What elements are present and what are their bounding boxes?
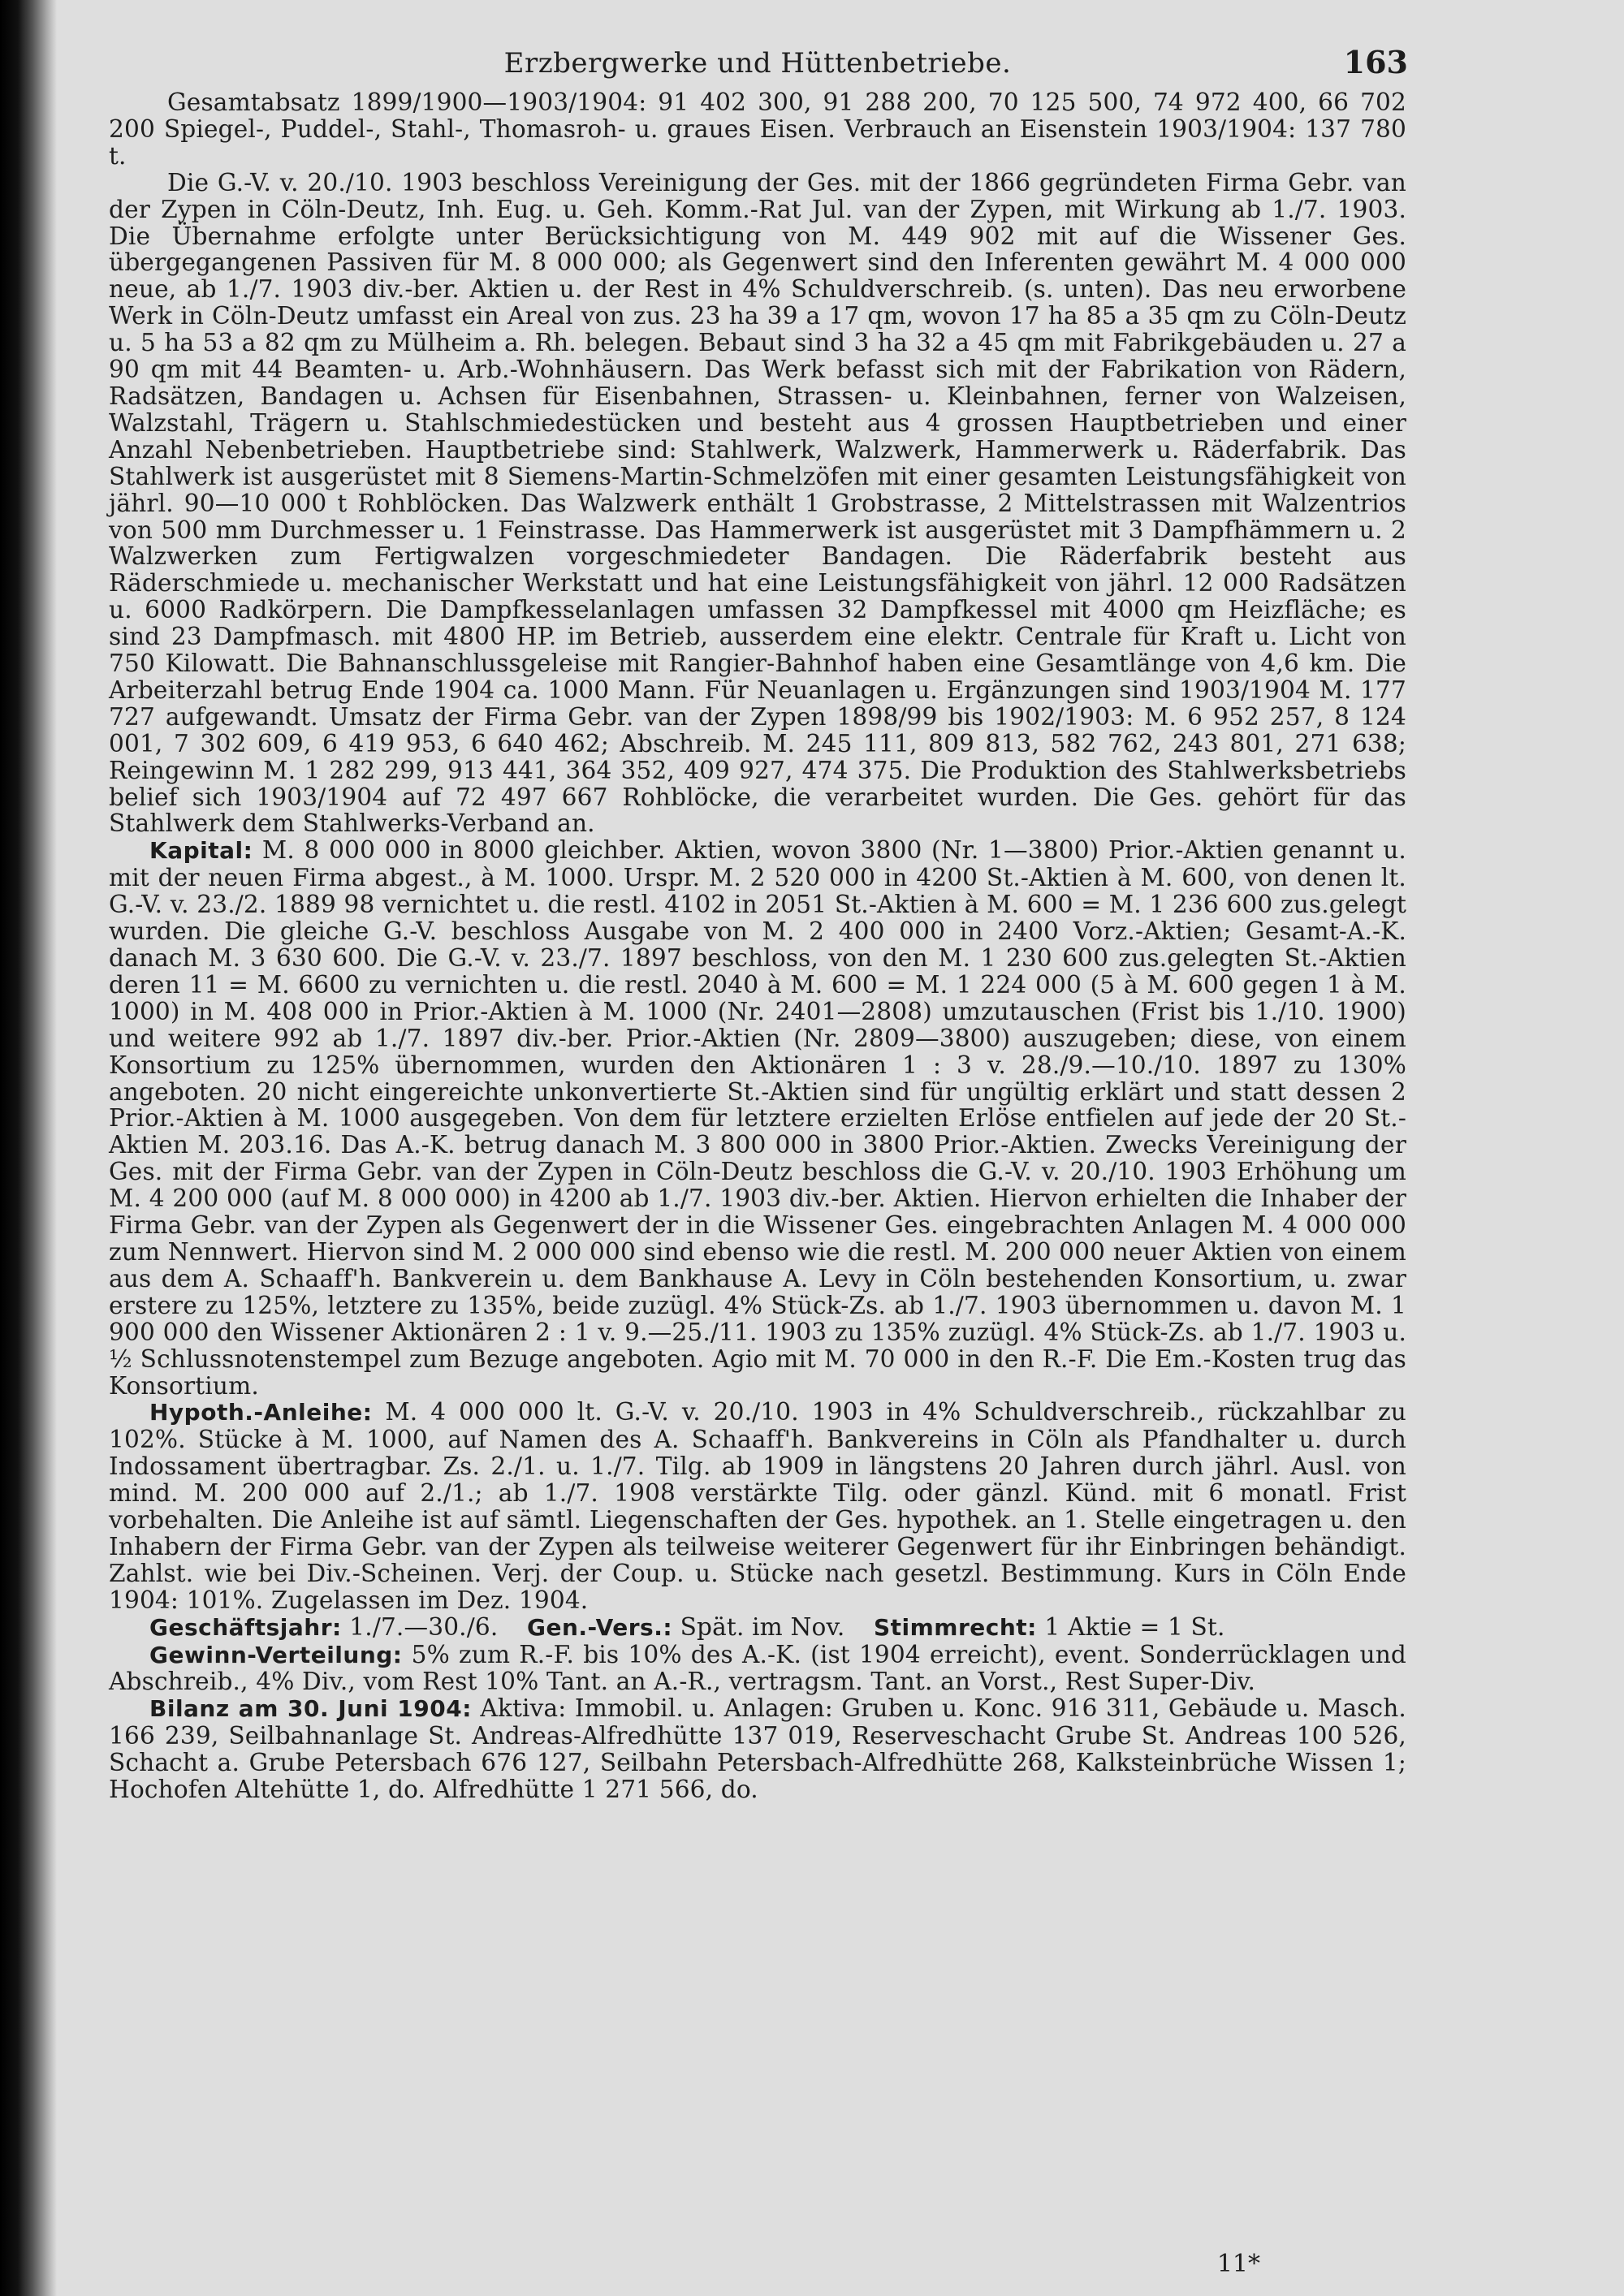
section-text: M. 8 000 000 in 8000 gleichber. Aktien, wovon 3800 (Nr. 1—3800) Prior.-Aktien genannt u. mit der neuen Firma abgest., à M. 1000. Urspr. M. 2 520 000 in 4200 St.-Aktien à M. 600, von denen lt. G.-V. v. 23./2. 1889 98 vernichtet u. die restl. 4102 in 2051 St.-Aktien à M. 600 = M. 1 236 600 zus.gelegt wurden. Die gleiche G.-V. beschloss Ausgabe von M. 2 400 000 in 2400 Vorz.-Aktien; Gesamt-A.-K. danach M. 3 630 600. Die G.-V. v. 23./7. 1897 beschloss, von den M. 1 230 600 zus.gelegten St.-Aktien deren 11 = M. 6600 zu vernichten u. die restl. 2040 à M. 600 = M. 1 224 000 (5 à M. 600 gegen 1 à M. 1000) in M. 408 000 in Prior.-Aktien à M. 1000 (Nr. 2401—2808) umzutauschen (Frist bis 1./10. 1900) und weitere 992 ab 1./7. 1897 div.-ber. Prior.-Aktien (Nr. 2809—3800) auszugeben; diese, von einem Konsortium zu 125% übernommen, wurden den Aktionären 1 : 3 v. 28./9.—10./10. 1897 zu 130% angeboten. 20 nicht eingereichte unkonvertierte St.-Aktien sind für ungültig erklärt und statt dessen 2 Prior.-Aktien à M. 1000 ausgegeben. Von dem für letztere erzielten Erlöse entfielen auf jede der 20 St.-Aktien M. 203.16. Das A.-K. betrug danach M. 3 800 000 in 3800 Prior.-Aktien. Zwecks Vereinigung der Ges. mit der Firma Gebr. van der Zypen in Cöln-Deutz beschloss die G.-V. v. 20./10. 1903 Erhöhung um M. 4 200 000 (auf M. 8 000 000) in 4200 ab 1./7. 1903 div.-ber. Aktien. Hiervon erhielten die Inhaber der Firma Gebr. van der Zypen als Gegenwert der in die Wissener Ges. eingebrachten Anlagen M. 4 000 000 zum Nennwert. Hiervon sind M. 2 000 000 sind ebenso wie die restl. M. 200 000 neuer Aktien von einem aus dem A. Schaaff'h. Bankverein u. dem Bankhause A. Levy in Cöln bestehenden Konsortium, u. zwar erstere zu 125%, letztere zu 135%, beide zuzügl. 4% Stück-Zs. ab 1./7. 1903 übernommen u. davon M. 1 900 000 den Wissener Aktionären 2 : 1 v. 9.—25./11. 1903 zu 135% zuzügl. 4% Stück-Zs. ab 1./7. 1903 u. ½ Schlussnotenstempel zum Bezuge angeboten. Agio mit M. 70 000 in den R.-F. Die Em.-Kosten trug das Konsortium. bbox=[109, 836, 1406, 1400]
geschaeftsjahr-label: Geschäftsjahr: bbox=[149, 1613, 342, 1641]
paragraph-text: Die G.-V. v. 20./10. 1903 beschloss Vereinigung der Ges. mit der 1866 gegründeten Firma Gebr. van der Zypen in Cöln-Deutz, Inh. Eug. u. Geh. Komm.-Rat Jul. van der Zypen, mit Wirkung ab 1./7. 1903. Die Übernahme erfolgte unter Berücksichtigung von M. 449 902 mit auf die Wissener Ges. übergegangenen Passiven für M. 8 000 000; als Gegenwert sind den Inferenten gewährt M. 4 000 000 neue, ab 1./7. 1903 div.-ber. Aktien u. der Rest in 4% Schuldverschreib. (s. unten). Das neu erworbene Werk in Cöln-Deutz umfasst ein Areal von zus. 23 ha 39 a 17 qm, wovon 17 ha 85 a 35 qm zu Cöln-Deutz u. 5 ha 53 a 82 qm zu Mülheim a. Rh. belegen. Bebaut sind 3 ha 32 a 45 qm mit Fabrikgebäuden u. 27 a 90 qm mit 44 Beamten- u. Arb.-Wohnhäusern. Das Werk befasst sich mit der Fabrikation von Rädern, Radsätzen, Bandagen u. Achsen für Eisenbahnen, Strassen- u. Kleinbahnen, ferner von Walzeisen, Walzstahl, Trägern u. Stahlschmiedestücken und besteht aus 4 grossen Hauptbetrieben und einer Anzahl Nebenbetrieben. Hauptbetriebe sind: Stahlwerk, Walzwerk, Hammerwerk u. Räderfabrik. Das Stahlwerk ist ausgerüstet mit 8 Siemens-Martin-Schmelzöfen mit einer gesamten Leistungsfähigkeit von jährl. 90—10 000 t Rohblöcken. Das Walzwerk enthält 1 Grobstrasse, 2 Mittelstrassen mit Walzentrios von 500 mm Durchmesser u. 1 Feinstrasse. Das Hammerwerk ist ausgerüstet mit 3 Dampfhämmern u. 2 Walzwerken zum Fertigwalzen vorgeschmiedeter Bandagen. Die Räderfabrik besteht aus Räderschmiede u. mechanischer Werkstatt und hat eine Leistungsfähigkeit von jährl. 12 000 Radsätzen u. 6000 Radkörpern. Die Dampfkesselanlagen umfassen 32 Dampfkessel mit 4000 qm Heizfläche; es sind 23 Dampfmasch. mit 4800 HP. im Betrieb, ausserdem eine elektr. Centrale für Kraft u. Licht von 750 Kilowatt. Die Bahnanschlussgeleise mit Rangier-Bahnhof haben eine Gesamtlänge von 4,6 km. Die Arbeiterzahl betrug Ende 1904 ca. 1000 Mann. Für Neuanlagen u. Ergänzungen sind 1903/1904 M. 177 727 aufgewandt. Umsatz der Firma Gebr. van der Zypen 1898/99 bis 1902/1903: M. 6 952 257, 8 124 001, 7 302 609, 6 419 953, 6 640 462; Abschreib. M. 245 111, 809 813, 582 762, 243 801, 271 638; Reingewinn M. 1 282 299, 913 441, 364 352, 409 927, 474 375. Die Produktion des Stahlwerksbetriebs belief sich 1903/1904 auf 72 497 667 Rohblöcke, die verarbeitet wurden. Die Ges. gehört für das Stahlwerk dem Stahlwerks-Verband an. bbox=[109, 168, 1406, 838]
section-label: Kapital: bbox=[149, 837, 253, 865]
gen-vers-label: Gen.-Vers.: bbox=[526, 1613, 673, 1641]
page bbox=[109, 32, 1408, 2278]
section-gewinn-verteilung bbox=[109, 1642, 1406, 1696]
section-label: Bilanz am 30. Juni 1904: bbox=[149, 1695, 472, 1723]
running-head bbox=[109, 32, 1406, 89]
section-geschaeftsjahr-line bbox=[109, 1614, 1406, 1642]
signature-mark: 11* bbox=[1216, 2250, 1260, 2278]
section-text: Aktiva: Immobil. u. Anlagen: Gruben u. Konc. 916 311, Gebäude u. Masch. 166 239, Seilbahnanlage St. Andreas-Alfredhütte 137 019, Reserveschacht Grube St. Andreas 100 526, Schacht a. Grube Petersbach 676 127, Seilbahn Petersbach-Alfredhütte 268, Kalksteinbrüche Wissen 1; Hochofen Altehütte 1, do. Alfredhütte 1 271 566, do. bbox=[109, 1694, 1406, 1804]
section-label: Hypoth.-Anleihe: bbox=[149, 1399, 373, 1426]
section-hypoth-anleihe bbox=[109, 1399, 1406, 1613]
paragraph-text: Gesamtabsatz 1899/1900—1903/1904: 91 402 300, 91 288 200, 70 125 500, 74 972 400, 66 702 200 Spiegel-, Puddel-, Stahl-, Thomasroh- u. graues Eisen. Verbrauch an Eisenstein 1903/1904: 137 780 t. bbox=[109, 88, 1406, 170]
paragraph-sales-summary bbox=[109, 89, 1406, 170]
running-title: Erzbergwerke und Hüttenbetriebe. bbox=[503, 47, 1012, 80]
section-kapital bbox=[109, 837, 1406, 1399]
section-text: 5% zum R.-F. bis 10% des A.-K. (ist 1904 erreicht), event. Sonderrücklagen und Abschreib., 4% Div., vom Rest 10% Tant. an A.-R., vertragsm. Tant. an Vorst., Rest Super-Div. bbox=[109, 1640, 1406, 1696]
page-number: 163 bbox=[1343, 44, 1408, 80]
paragraph-merger-description bbox=[109, 170, 1406, 838]
binding-shadow bbox=[0, 0, 57, 2296]
body-text bbox=[109, 89, 1406, 1803]
gen-vers-value: Spät. im Nov. bbox=[672, 1612, 845, 1641]
stimmrecht-value: 1 Aktie = 1 St. bbox=[1036, 1612, 1225, 1641]
section-bilanz bbox=[109, 1695, 1406, 1803]
section-text: M. 4 000 000 lt. G.-V. v. 20./10. 1903 in 4% Schuldverschreib., rückzahlbar zu 102%. Stücke à M. 1000, auf Namen des A. Schaaff'h. Bankvereins in Cöln als Pfandhalter u. durch Indossament übertragbar. Zs. 2./1. u. 1./7. Tilg. ab 1909 in längstens 20 Jahren durch jährl. Ausl. von mind. M. 200 000 auf 2./1.; ab 1./7. 1908 verstärkte Tilg. oder gänzl. Künd. mit 6 monatl. Frist vorbehalten. Die Anleihe ist auf sämtl. Liegenschaften der Ges. hypothek. an 1. Stelle eingetragen u. den Inhabern der Firma Gebr. van der Zypen als teilweise weiterer Gegenwert für ihr Einbringen behändigt. Zahlst. wie bei Div.-Scheinen. Verj. der Coup. u. Stücke nach gesetzl. Bestimmung. Kurs in Cöln Ende 1904: 101%. Zugelassen im Dez. 1904. bbox=[109, 1398, 1406, 1614]
section-label: Gewinn-Verteilung: bbox=[149, 1641, 403, 1668]
stimmrecht-label: Stimmrecht: bbox=[873, 1613, 1037, 1641]
geschaeftsjahr-value: 1./7.—30./6. bbox=[341, 1612, 499, 1641]
